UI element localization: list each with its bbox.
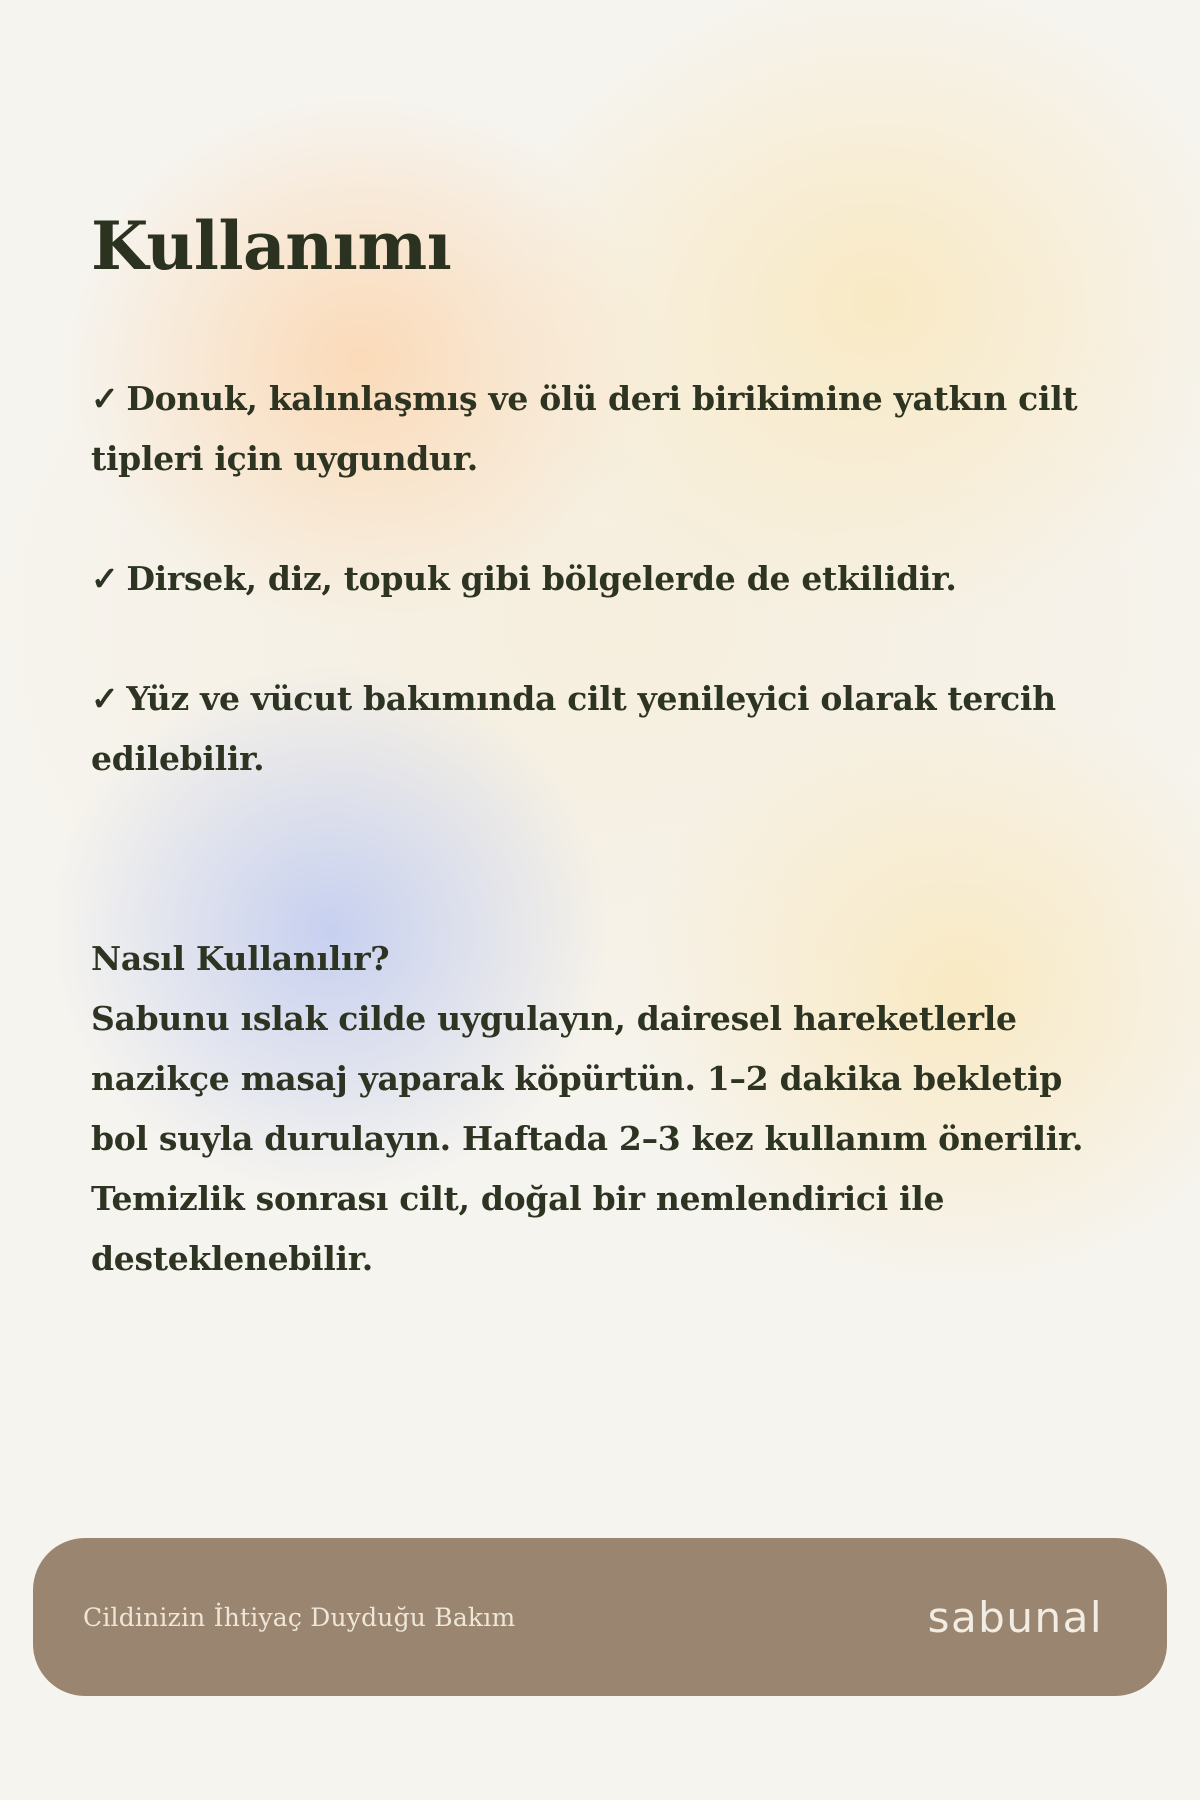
page-title: Kullanımı: [91, 207, 452, 285]
benefits-list: [91, 369, 1101, 789]
check-icon: ✓: [91, 378, 119, 418]
benefit-item: [91, 669, 1101, 789]
check-icon: ✓: [91, 558, 119, 598]
benefit-item: [91, 369, 1101, 489]
footer-tagline: Cildinizin İhtiyaç Duyduğu Bakım: [83, 1602, 516, 1632]
check-icon: ✓: [91, 678, 119, 718]
benefit-item: [91, 549, 1101, 609]
how-to-use-heading: Nasıl Kullanılır?: [91, 938, 390, 978]
main-content: [91, 207, 1101, 1289]
brand-logo: sabunal: [927, 1592, 1103, 1642]
benefit-text: Dirsek, diz, topuk gibi bölgelerde de etkilidir.: [126, 558, 957, 598]
benefit-text: Donuk, kalınlaşmış ve ölü deri birikimine yatkın cilt tipleri için uygundur.: [91, 378, 1078, 478]
benefit-text: Yüz ve vücut bakımında cilt yenileyici olarak tercih edilebilir.: [91, 678, 1056, 778]
how-to-use-section: [91, 929, 1101, 1289]
how-to-use-text: Sabunu ıslak cilde uygulayın, dairesel hareketlerle nazikçe masaj yaparak köpürtün. 1–2 dakika bekletip bol suyla durulayın. Haftada 2–3 kez kullanım önerilir. Temizlik sonrası cilt, doğal bir nemlendirici ile desteklenebilir.: [91, 998, 1084, 1278]
footer-bar: [33, 1538, 1167, 1696]
